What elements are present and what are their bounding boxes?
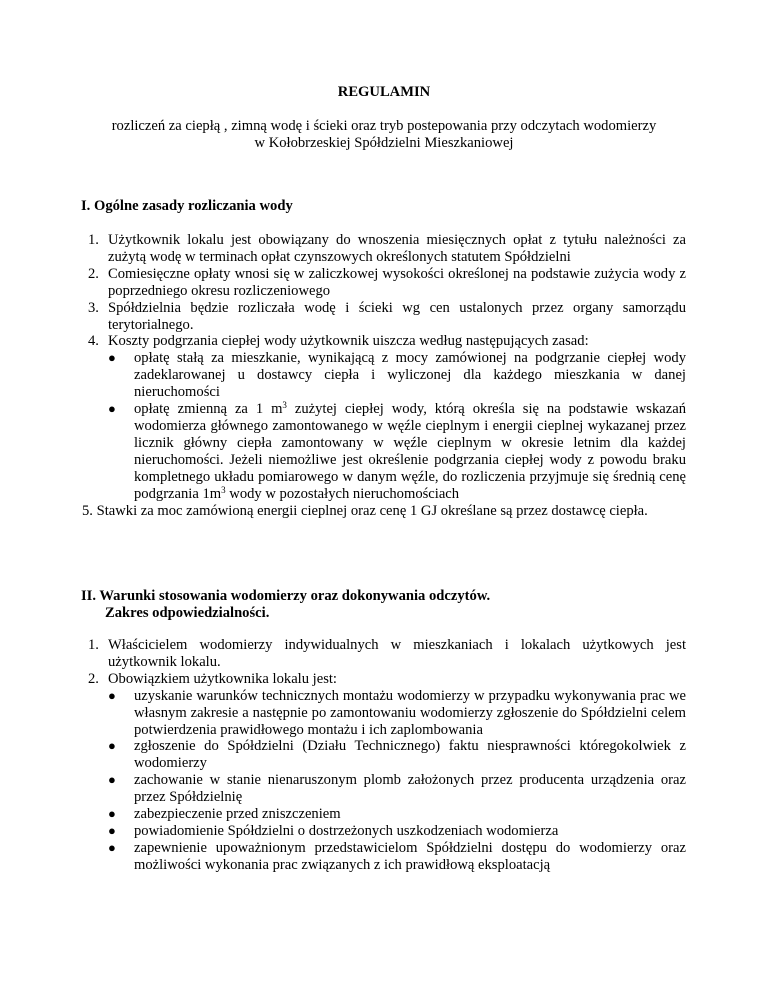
item-text: Comiesięczne opłaty wnosi się w zaliczkowej wysokości określonej na podstawie zużycia wody z poprzedniego okresu rozliczeniowego	[108, 265, 686, 299]
list-item	[88, 333, 686, 502]
bullet-icon: ●	[108, 350, 116, 366]
document-subtitle	[60, 118, 708, 152]
document-title: REGULAMIN	[337, 84, 431, 100]
item-number: 3.	[88, 299, 99, 316]
bullet-icon: ●	[108, 772, 116, 788]
bullet-item	[108, 823, 686, 840]
list-item	[88, 265, 686, 300]
bullet-item	[108, 738, 686, 772]
section-2-list	[88, 637, 686, 874]
list-item	[88, 637, 686, 671]
item-number: 2.	[88, 670, 99, 687]
bullet-item	[108, 350, 686, 401]
bullet-text: opłatę zmienną za 1 $m^3$ zużytej ciepłej wody, którą określa się na podstawie wskazań wodomierza głównego zamontowanego w węźle cieplnym i energii cieplnej wykazanej przez licznik główny ciepła zamontowany w węźle cieplnym w okresie letnim dla każdej nieruchomości. Jeżeli niemożliwe jest określenie podgrzania ciepłej wody z powodu braku kompletnego układu pomiarowego w danym węźle, do rozliczenia przyjmuje się średnią cenę podgrzania $1m^3$ wody w pozostałych nieruchomościach	[134, 400, 686, 502]
item-text: Właścicielem wodomierzy indywidualnych w mieszkaniach i lokalach użytkowych jest użytkownik lokalu.	[108, 637, 686, 670]
bullet-icon: ●	[108, 738, 116, 754]
bullet-item	[108, 688, 686, 739]
section-1-list	[82, 232, 686, 519]
bullet-icon: ●	[108, 806, 116, 822]
subtitle-line-1: rozliczeń za ciepłą , zimną wodę i ścieki oraz tryb postepowania przy odczytach wodomierzy	[111, 118, 657, 134]
bullet-text: uzyskanie warunków technicznych montażu wodomierzy w przypadku wykonywania prac we własnym zakresie a następnie po zamontowaniu wodomierzy zgłoszenie do Spółdzielni celem potwierdzenia prawidłowego montażu i ich zaplombowania	[134, 687, 686, 738]
bullet-icon: ●	[108, 401, 116, 417]
bullet-item	[108, 401, 686, 502]
bullet-icon: ●	[108, 839, 116, 855]
bullet-text: opłatę stałą za mieszkanie, wynikającą z mocy zamówionej na podgrzanie ciepłej wody zadeklarowanej u dostawcy ciepła i wyliczonej dla każdego mieszkania w danej nieruchomości	[134, 350, 686, 401]
section-2-heading-line-1: II. Warunki stosowania wodomierzy oraz dokonywania odczytów.	[81, 588, 491, 604]
bullet-text: zachowanie w stanie nienaruszonym plomb założonych przez producenta urządzenia oraz przez Spółdzielnię	[134, 772, 686, 806]
list-item	[88, 670, 686, 874]
bullet-item	[108, 840, 686, 874]
bullet-text: zabezpieczenie przed zniszczeniem	[134, 806, 341, 823]
bullet-text: zapewnienie upoważnionym przedstawicielom Spółdzielni dostępu do wodomierzy oraz możliwości wykonania prac związanych z ich prawidłową eksploatacją	[134, 839, 686, 873]
item-text: Użytkownik lokalu jest obowiązany do wnoszenia miesięcznych opłat z tytułu należności za zużytą wodę w terminach opłat czynszowych określonych statutem Spółdzielni	[108, 232, 686, 265]
item-text: Obowiązkiem użytkownika lokalu jest:	[108, 670, 337, 687]
section-2-heading-line-2: Zakres odpowiedzialności.	[105, 604, 270, 621]
section-2-heading	[81, 588, 490, 622]
item-number: 1.	[88, 232, 99, 248]
bullet-icon: ●	[108, 687, 116, 703]
list-item	[82, 503, 686, 520]
item-number: 2.	[88, 265, 99, 282]
item-text: 5. Stawki za moc zamówioną energii cieplnej oraz cenę 1 GJ określane są przez dostawcę ciepła.	[82, 502, 648, 519]
bullet-text: powiadomienie Spółdzielni o dostrzeżonych uszkodzeniach wodomierza	[134, 822, 559, 839]
bullet-item	[108, 772, 686, 806]
list-item	[88, 299, 686, 334]
item-text: Spółdzielnia będzie rozliczała wodę i ścieki wg cen ustalonych przez organy samorządu terytorialnego.	[108, 299, 686, 333]
item-number: 1.	[88, 637, 99, 653]
item-number: 4.	[88, 333, 99, 350]
list-item	[88, 232, 686, 266]
subtitle-line-2: w Kołobrzeskiej Spółdzielni Mieszkaniowej	[254, 134, 514, 151]
item-text: Koszty podgrzania ciepłej wody użytkownik uiszcza według następujących zasad:	[108, 333, 589, 350]
section-1-heading: I. Ogólne zasady rozliczania wody	[81, 198, 293, 214]
bullet-item	[108, 806, 686, 823]
bullet-text: zgłoszenie do Spółdzielni (Działu Technicznego) faktu niesprawności któregokolwiek z wodomierzy	[134, 738, 686, 772]
bullet-icon: ●	[108, 822, 116, 838]
